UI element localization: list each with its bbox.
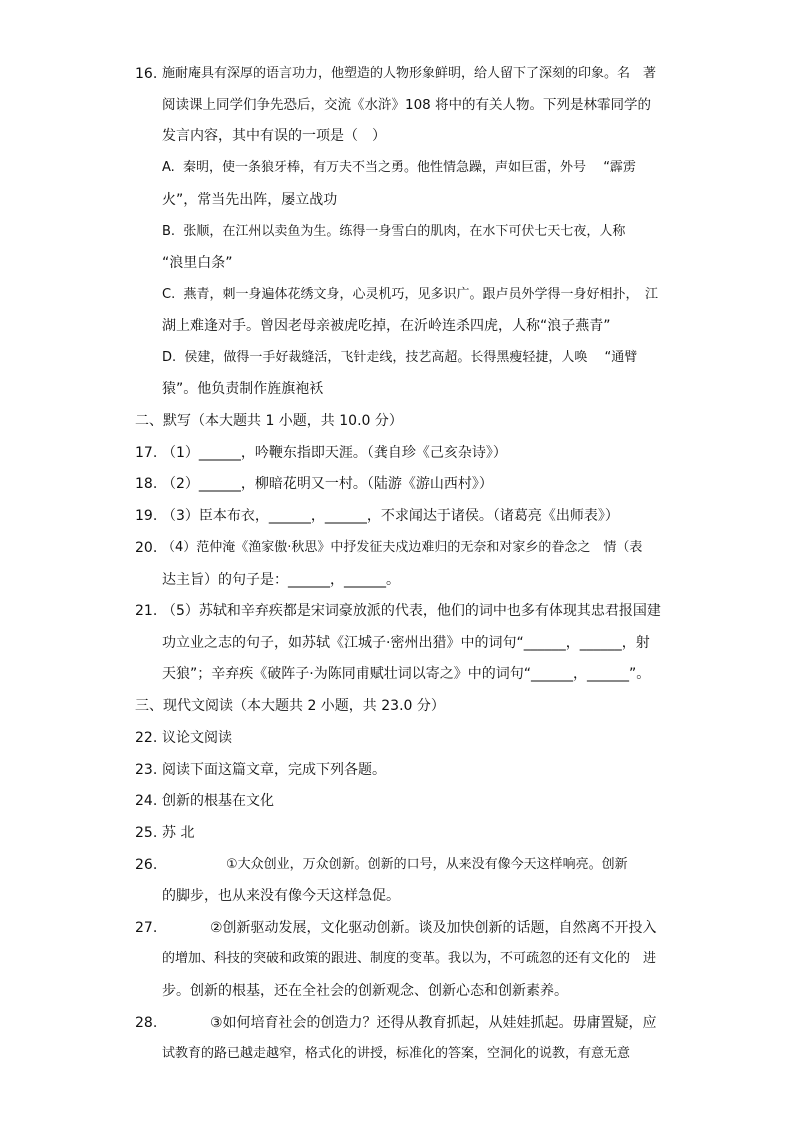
q16-option-b-line-1: B. 张顺，在江州以卖鱼为生。练得一身雪白的肌肉，在水下可伏七天七夜，人称 [162, 224, 626, 239]
paragraph-2-line-3: 步。创新的根基，还在全社会的创新观念、创新心态和创新素养。 [162, 983, 568, 999]
section-2-heading: 二、默写（本大题共 1 小题，共 10.0 分） [135, 413, 403, 429]
paragraph-1-line-2: 的脚步，也从来没有像今天这样急促。 [162, 888, 400, 904]
q21-line-3: 天狼”；辛弃疾《破阵子·为陈同甫赋壮词以寄之》中的词句“______，______”。 [162, 666, 651, 682]
q25-number: 25. [135, 825, 158, 841]
q22-text: 议论文阅读 [162, 730, 232, 746]
q16-stem-line-3: 发言内容，其中有误的一项是（ ） [162, 128, 386, 144]
q20-line-1: （4）范仲淹《渔家傲·秋思》中抒发征夫戍边难归的无奈和对家乡的眷念之 情（表 [162, 540, 643, 555]
q21-number: 21. [135, 603, 158, 619]
q17-text: （1）______，吟鞭东指即天涯。（龚自珍《己亥杂诗》） [162, 445, 507, 461]
q18-number: 18. [135, 476, 158, 492]
q16-number: 16. [135, 66, 158, 82]
q27-number: 27. [135, 920, 158, 936]
q23-text: 阅读下面这篇文章，完成下列各题。 [162, 762, 386, 778]
q28-number: 28. [135, 1015, 158, 1031]
paragraph-2-line-1: ②创新驱动发展，文化驱动创新。谈及加快创新的话题，自然离不开投入 [210, 920, 657, 936]
section-3-heading: 三、现代文阅读（本大题共 2 小题，共 23.0 分） [135, 698, 445, 714]
q19-number: 19. [135, 508, 158, 524]
paragraph-3-line-1: ③如何培育社会的创造力？还得从教育抓起，从娃娃抓起。毋庸置疑，应 [210, 1015, 657, 1031]
article-title: 创新的根基在文化 [162, 793, 274, 809]
q16-option-a-line-2: 火”，常当先出阵，屡立战功 [162, 192, 338, 208]
q16-stem-line-1: 施耐庵具有深厚的语言功力，他塑造的人物形象鲜明，给人留下了深刻的印象。名 著 [162, 66, 657, 81]
q16-option-a-line-1: A. 秦明，使一条狼牙棒，有万夫不当之勇。他性情急躁，声如巨雷，外号 “霹雳 [162, 160, 636, 175]
paragraph-3-line-2: 试教育的路已越走越窄，格式化的讲授，标准化的答案，空洞化的说教，有意无意 [162, 1046, 631, 1061]
q16-stem-line-2: 阅读课上同学们争先恐后，交流《水浒》108 将中的有关人物。下列是林霏同学的 [162, 97, 652, 113]
paragraph-1-line-1: ①大众创业，万众创新。创新的口号，从来没有像今天这样响亮。创新 [226, 857, 628, 872]
q22-number: 22. [135, 730, 158, 746]
q20-line-2: 达主旨）的句子是：______，______。 [162, 572, 400, 588]
q16-option-c-line-2: 湖上难逢对手。曾因老母亲被虎吃掉，在沂岭连杀四虎，人称“浪子燕青” [162, 318, 611, 334]
q16-option-d-line-1: D. 侯建，做得一手好裁缝活，飞针走线，技艺高超。长得黑瘦轻捷，人唤 “通臂 [162, 350, 638, 365]
q21-line-2: 功立业之志的句子，如苏轼《江城子·密州出猎》中的词句“______，______，射 [162, 635, 650, 651]
q21-line-1: （5）苏轼和辛弃疾都是宋词豪放派的代表，他们的词中也多有体现其忠君报国建 [162, 603, 661, 619]
q17-number: 17. [135, 445, 158, 461]
q16-option-c-line-1: C. 燕青，刺一身遍体花绣文身，心灵机巧，见多识广。跟卢员外学得一身好相扑， 江 [162, 287, 658, 302]
q20-number: 20. [135, 540, 158, 556]
q16-option-d-line-2: 猿”。他负责制作旌旗袍袄 [162, 381, 324, 397]
q26-number: 26. [135, 857, 158, 873]
paragraph-2-line-2: 的增加、科技的突破和政策的跟进、制度的变革。我以为，不可疏忽的还有文化的 进 [162, 951, 657, 966]
q23-number: 23. [135, 762, 158, 778]
article-author: 苏 北 [162, 825, 195, 841]
q18-text: （2）______，柳暗花明又一村。（陆游《游山西村》） [162, 476, 493, 492]
q24-number: 24. [135, 793, 158, 809]
q16-option-b-line-2: “浪里白条” [162, 255, 233, 271]
q19-text: （3）臣本布衣，______，______，不求闻达于诸侯。（诸葛亮《出师表》） [162, 508, 619, 524]
